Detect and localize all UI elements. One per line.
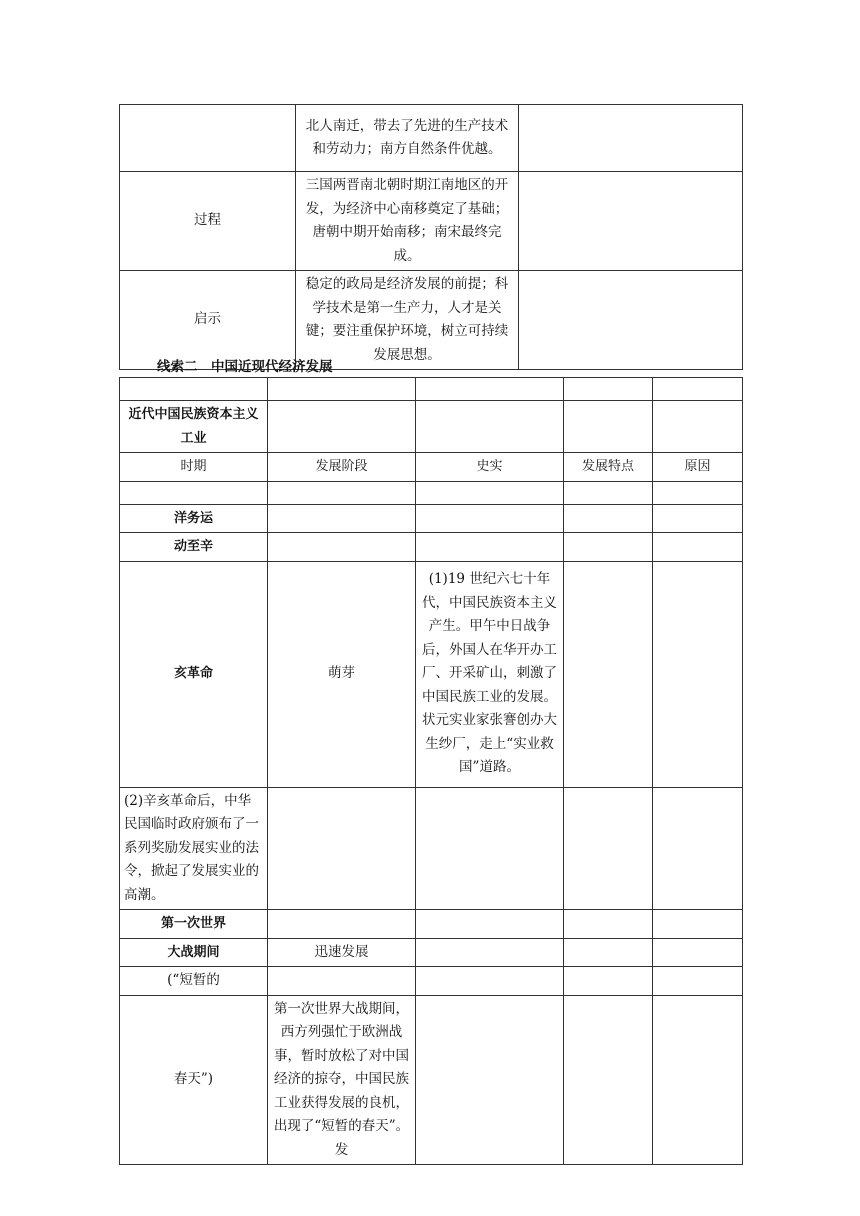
period-label: 动至辛	[120, 533, 268, 562]
empty-cell	[416, 378, 564, 401]
empty-cell	[519, 105, 743, 172]
fact-cell: (1)19 世纪六七十年代，中国民族资本主义产生。甲午中日战争后，外国人在华开办工厂、开采矿山，刺激了中国民族工业的发展。状元实业家张謇创办大生纱厂，走上“实业救国”道路。	[416, 561, 564, 787]
empty-cell	[416, 481, 564, 504]
table-row	[120, 967, 743, 996]
empty-cell	[519, 172, 743, 271]
empty-cell	[653, 938, 743, 967]
period-label: (“短暂的	[120, 967, 268, 996]
row-content: 三国两晋南北朝时期江南地区的开发，为经济中心南移奠定了基础；唐朝中期开始南移；南宋最终完成。	[296, 172, 519, 271]
period-label: 大战期间	[120, 938, 268, 967]
empty-cell	[416, 967, 564, 996]
table-economic-center-shift	[119, 104, 743, 370]
empty-cell	[653, 378, 743, 401]
empty-cell	[416, 910, 564, 939]
table-row	[120, 504, 743, 533]
header-features: 发展特点	[564, 453, 653, 482]
empty-cell	[564, 910, 653, 939]
table-row	[120, 481, 743, 504]
empty-cell	[564, 378, 653, 401]
empty-cell	[416, 995, 564, 1165]
empty-cell	[653, 504, 743, 533]
header-stage: 发展阶段	[268, 453, 416, 482]
empty-cell	[416, 533, 564, 562]
empty-cell	[564, 787, 653, 910]
table-row	[120, 378, 743, 401]
empty-cell	[416, 938, 564, 967]
fact-cell: (2)辛亥革命后，中华民国临时政府颁布了一系列奖励发展实业的法令，掀起了发展实业的高潮。	[120, 787, 268, 910]
table-row	[120, 938, 743, 967]
row-content: 北人南迁，带去了先进的生产技术和劳动力；南方自然条件优越。	[296, 105, 519, 172]
table-row	[120, 995, 743, 1165]
table-row	[120, 910, 743, 939]
empty-cell	[653, 533, 743, 562]
header-reasons: 原因	[653, 453, 743, 482]
empty-cell	[564, 938, 653, 967]
row-label: 启示	[120, 271, 296, 370]
empty-cell	[268, 910, 416, 939]
empty-cell	[268, 504, 416, 533]
table-row	[120, 533, 743, 562]
table-row	[120, 105, 743, 172]
header-facts: 史实	[416, 453, 564, 482]
empty-cell	[268, 967, 416, 996]
empty-cell	[564, 967, 653, 996]
empty-cell	[268, 533, 416, 562]
empty-cell	[653, 401, 743, 453]
empty-cell	[416, 787, 564, 910]
empty-cell	[653, 910, 743, 939]
table-title: 近代中国民族资本主义工业	[120, 401, 268, 453]
row-content: 稳定的政局是经济发展的前提；科学技术是第一生产力，人才是关键；要注重保护环境，树立可持续发展思想。	[296, 271, 519, 370]
empty-cell	[268, 401, 416, 453]
empty-cell	[416, 504, 564, 533]
empty-cell	[268, 378, 416, 401]
empty-cell	[564, 995, 653, 1165]
table-national-capitalism	[119, 377, 743, 1165]
table-row	[120, 401, 743, 453]
empty-cell	[564, 561, 653, 787]
row-label: 过程	[120, 172, 296, 271]
header-period: 时期	[120, 453, 268, 482]
empty-cell	[416, 401, 564, 453]
empty-cell	[653, 561, 743, 787]
empty-cell	[519, 271, 743, 370]
section-caption: 线索二 中国近现代经济发展	[157, 359, 333, 375]
empty-cell	[653, 995, 743, 1165]
table-row	[120, 172, 743, 271]
empty-cell	[653, 787, 743, 910]
stage-cell: 萌芽	[268, 561, 416, 787]
empty-cell	[653, 967, 743, 996]
empty-cell	[120, 481, 268, 504]
period-label: 春天”)	[120, 995, 268, 1165]
period-label: 亥革命	[120, 561, 268, 787]
period-label: 洋务运	[120, 504, 268, 533]
empty-cell	[564, 401, 653, 453]
stage-cell: 迅速发展	[268, 938, 416, 967]
empty-cell	[653, 481, 743, 504]
row-label	[120, 105, 296, 172]
empty-cell	[120, 378, 268, 401]
header-row	[120, 453, 743, 482]
table-row	[120, 787, 743, 910]
empty-cell	[564, 504, 653, 533]
empty-cell	[268, 787, 416, 910]
empty-cell	[564, 533, 653, 562]
empty-cell	[268, 481, 416, 504]
period-label: 第一次世界	[120, 910, 268, 939]
table-row	[120, 561, 743, 787]
fact-cell: 第一次世界大战期间，西方列强忙于欧洲战事，暂时放松了对中国经济的掠夺，中国民族工业获得发展的良机，出现了“短暂的春天”。发	[268, 995, 416, 1165]
empty-cell	[564, 481, 653, 504]
